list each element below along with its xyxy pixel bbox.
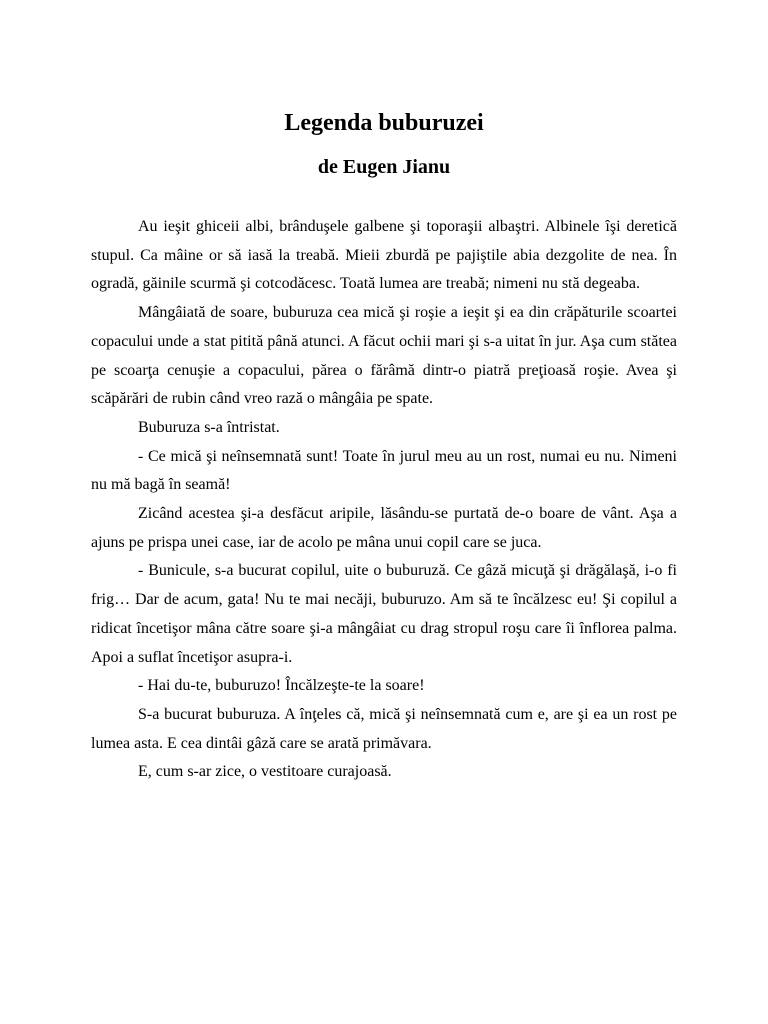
document-title: Legenda buburuzei — [284, 110, 484, 136]
paragraph: Mângâiată de soare, buburuza cea mică şi roşie a ieşit şi ea din crăpăturile scoartei copacului unde a stat pitită până atunci. A făcut ochii mari şi s-a uitat în jur. Aşa cum stătea pe scoarţa cenuşie a copacului, părea o fărâmă dintr-o piatră preţioasă roşie. Avea şi scăpărări de rubin când vreo rază o mângâia pe spate. — [91, 304, 677, 408]
story-body — [91, 213, 677, 787]
author-line: de Eugen Jianu — [317, 156, 451, 178]
paragraph: E, cum s-ar zice, o vestitoare curajoasă. — [138, 763, 392, 781]
paragraph: - Hai du-te, buburuzo! Încălzeşte-te la soare! — [138, 677, 425, 695]
paragraph: S-a bucurat buburuza. A înţeles că, mică şi neînsemnată cum e, are şi ea un rost pe lumea asta. E cea dintâi gâză care se arată primăvara. — [91, 705, 677, 752]
paragraph: - Ce mică şi neînsemnată sunt! Toate în jurul meu au un rost, numai eu nu. Nimeni nu mă bagă în seamă! — [91, 447, 677, 494]
paragraph: Zicând acestea şi-a desfăcut aripile, lăsându-se purtată de-o boare de vânt. Aşa a ajuns pe prispa unei case, iar de acolo pe mâna unui copil care se juca. — [91, 505, 677, 551]
paragraph: Buburuza s-a întristat. — [138, 418, 280, 436]
paragraph: - Bunicule, s-a bucurat copilul, uite o buburuză. Ce gâză micuţă şi drăgălaşă, i-o fi frig… Dar de acum, gata! Nu te mai necăji, buburuzo. Am să te încălzesc eu! Şi copilul a ridicat încetişor mâna către soare şi-a mângâiat cu drag stropul roşu care îi înflorea palma. Apoi a suflat încetişor asupra-i. — [91, 562, 677, 666]
paragraph: Au ieşit ghiceii albi, brânduşele galbene şi toporaşii albaştri. Albinele îşi deretică stupul. Ca mâine or să iasă la treabă. Mieii zburdă pe pajiştile abia dezgolite de nea. În ogradă, găinile scurmă şi cotcodăcesc. Toată lumea are treabă; nimeni nu stă degeaba. — [91, 218, 677, 293]
